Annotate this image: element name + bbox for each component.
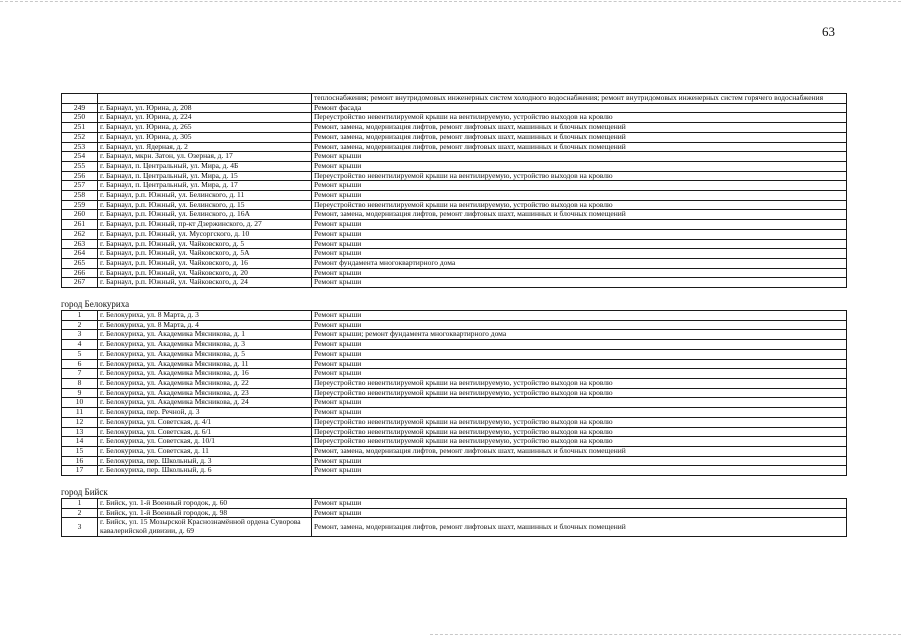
row-number: 251 <box>62 123 98 133</box>
row-address: г. Бийск, ул. 15 Мозырской Краснознамённой ордена Суворова кавалерийской дивизии, д. 69 <box>98 518 312 536</box>
table-row <box>62 249 847 259</box>
table-row <box>62 103 847 113</box>
table-row <box>62 181 847 191</box>
table-row <box>62 229 847 239</box>
row-address: г. Барнаул, р.п. Южный, ул. Белинского, д. 15 <box>98 200 312 210</box>
row-work: Переустройство невентилируемой крыши на вентилируемую, устройство выходов на кровлю <box>312 378 847 388</box>
table-row <box>62 408 847 418</box>
row-address: г. Барнаул, р.п. Южный, ул. Чайковского, д. 5А <box>98 249 312 259</box>
table-row <box>62 278 847 288</box>
row-address: г. Белокуриха, ул. Академика Мясникова, д. 23 <box>98 388 312 398</box>
table-row <box>62 388 847 398</box>
table-row <box>62 220 847 230</box>
row-number: 260 <box>62 210 98 220</box>
row-number: 256 <box>62 171 98 181</box>
row-work: Ремонт, замена, модернизация лифтов, ремонт лифтовых шахт, машинных и блочных помещений <box>312 446 847 456</box>
row-address: г. Барнаул, ул. Юрина, д. 265 <box>98 123 312 133</box>
row-number: 15 <box>62 446 98 456</box>
row-number: 14 <box>62 437 98 447</box>
row-address: г. Белокуриха, ул. Академика Мясникова, д. 22 <box>98 378 312 388</box>
row-work: Ремонт крыши <box>312 340 847 350</box>
row-address: г. Барнаул, мкрн. Затон, ул. Озерная, д. 17 <box>98 152 312 162</box>
row-address: г. Барнаул, ул. Юрина, д. 305 <box>98 132 312 142</box>
row-address: г. Барнаул, п. Центральный, ул. Мира, д. 17 <box>98 181 312 191</box>
row-number: 265 <box>62 258 98 268</box>
row-number: 254 <box>62 152 98 162</box>
section-table <box>61 498 847 537</box>
row-address: г. Белокуриха, ул. Академика Мясникова, д. 5 <box>98 349 312 359</box>
row-work: Ремонт, замена, модернизация лифтов, ремонт лифтовых шахт, машинных и блочных помещений <box>312 142 847 152</box>
row-work: Ремонт крыши <box>312 508 847 518</box>
table-row <box>62 113 847 123</box>
row-number: 259 <box>62 200 98 210</box>
row-address: г. Белокуриха, ул. Академика Мясникова, д. 16 <box>98 369 312 379</box>
row-address: г. Белокуриха, ул. Академика Мясникова, д. 3 <box>98 340 312 350</box>
table-row <box>62 200 847 210</box>
row-address: г. Барнаул, ул. Юрина, д. 224 <box>98 113 312 123</box>
row-work: Ремонт крыши <box>312 320 847 330</box>
row-number: 257 <box>62 181 98 191</box>
row-work: Ремонт, замена, модернизация лифтов, ремонт лифтовых шахт, машинных и блочных помещений <box>312 518 847 536</box>
table-row <box>62 437 847 447</box>
row-address: г. Белокуриха, ул. Советская, д. 4/1 <box>98 417 312 427</box>
table-row <box>62 191 847 201</box>
row-number: 16 <box>62 456 98 466</box>
row-number: 3 <box>62 330 98 340</box>
row-work: Ремонт крыши <box>312 239 847 249</box>
row-work: Ремонт, замена, модернизация лифтов, ремонт лифтовых шахт, машинных и блочных помещений <box>312 123 847 133</box>
row-number: 2 <box>62 320 98 330</box>
row-address: г. Бийск, ул. 1-й Военный городок, д. 98 <box>98 508 312 518</box>
row-number: 1 <box>62 499 98 509</box>
table-row <box>62 466 847 476</box>
table-row <box>62 446 847 456</box>
row-work: Переустройство невентилируемой крыши на вентилируемую, устройство выходов на кровлю <box>312 113 847 123</box>
table-row <box>62 369 847 379</box>
row-work: Ремонт фундамента многоквартирного дома <box>312 258 847 268</box>
row-number: 264 <box>62 249 98 259</box>
row-number: 1 <box>62 311 98 321</box>
table-row <box>62 268 847 278</box>
table-row <box>62 132 847 142</box>
section-table <box>61 93 847 288</box>
table-row <box>62 518 847 536</box>
row-address: г. Барнаул, р.п. Южный, пр-кт Дзержинского, д. 27 <box>98 220 312 230</box>
row-work: Ремонт крыши <box>312 181 847 191</box>
row-number: 250 <box>62 113 98 123</box>
row-address: г. Бийск, ул. 1-й Военный городок, д. 60 <box>98 499 312 509</box>
row-number: 10 <box>62 398 98 408</box>
row-number: 13 <box>62 427 98 437</box>
row-address: г. Барнаул, р.п. Южный, ул. Белинского, д. 16А <box>98 210 312 220</box>
section-heading: город Бийск <box>61 487 108 498</box>
row-number: 6 <box>62 359 98 369</box>
row-work: Ремонт крыши <box>312 152 847 162</box>
row-number: 5 <box>62 349 98 359</box>
row-number: 8 <box>62 378 98 388</box>
work-cell: теплоснабжения; ремонт внутридомовых инженерных систем холодного водоснабжения; ремонт внутридомовых инженерных систем горячего водоснабжения <box>312 94 847 104</box>
row-work: Ремонт крыши <box>312 311 847 321</box>
table-row <box>62 152 847 162</box>
repair-schedule-table <box>61 93 846 537</box>
row-work: Переустройство невентилируемой крыши на вентилируемую, устройство выходов на кровлю <box>312 417 847 427</box>
table-row <box>62 499 847 509</box>
row-work: Переустройство невентилируемой крыши на вентилируемую, устройство выходов на кровлю <box>312 171 847 181</box>
row-work: Ремонт крыши <box>312 161 847 171</box>
table-row <box>62 320 847 330</box>
row-number: 252 <box>62 132 98 142</box>
row-address: г. Белокуриха, ул. Академика Мясникова, д. 1 <box>98 330 312 340</box>
row-number: 12 <box>62 417 98 427</box>
row-work: Ремонт крыши <box>312 220 847 230</box>
row-work: Ремонт фасада <box>312 103 847 113</box>
row-work: Ремонт, замена, модернизация лифтов, ремонт лифтовых шахт, машинных и блочных помещений <box>312 210 847 220</box>
row-work: Ремонт крыши <box>312 191 847 201</box>
row-address: г. Барнаул, п. Центральный, ул. Мира, д. 4Б <box>98 161 312 171</box>
row-address: г. Белокуриха, пер. Речной, д. 3 <box>98 408 312 418</box>
row-number: 17 <box>62 466 98 476</box>
row-work: Ремонт крыши <box>312 499 847 509</box>
row-number: 261 <box>62 220 98 230</box>
row-work: Ремонт крыши <box>312 278 847 288</box>
row-work: Переустройство невентилируемой крыши на вентилируемую, устройство выходов на кровлю <box>312 388 847 398</box>
table-row <box>62 330 847 340</box>
row-work: Ремонт крыши; ремонт фундамента многоквартирного дома <box>312 330 847 340</box>
table-row <box>62 417 847 427</box>
row-work: Ремонт крыши <box>312 249 847 259</box>
row-number: 249 <box>62 103 98 113</box>
row-address: г. Барнаул, п. Центральный, ул. Мира, д. 15 <box>98 171 312 181</box>
row-number: 253 <box>62 142 98 152</box>
row-number: 7 <box>62 369 98 379</box>
row-work: Ремонт крыши <box>312 398 847 408</box>
table-row <box>62 123 847 133</box>
row-work: Ремонт крыши <box>312 359 847 369</box>
row-address: г. Белокуриха, пер. Школьный, д. 6 <box>98 466 312 476</box>
row-address: г. Барнаул, ул. Ядерная, д. 2 <box>98 142 312 152</box>
row-work: Ремонт крыши <box>312 349 847 359</box>
table-row <box>62 359 847 369</box>
row-address: г. Барнаул, р.п. Южный, ул. Мусоргского, д. 10 <box>98 229 312 239</box>
row-work: Ремонт крыши <box>312 369 847 379</box>
row-address: г. Барнаул, р.п. Южный, ул. Чайковского, д. 20 <box>98 268 312 278</box>
section-heading: город Белокуриха <box>61 299 130 310</box>
row-number: 258 <box>62 191 98 201</box>
row-address: г. Барнаул, ул. Юрина, д. 208 <box>98 103 312 113</box>
table-row <box>62 349 847 359</box>
row-number: 262 <box>62 229 98 239</box>
row-address: г. Белокуриха, ул. Советская, д. 10/1 <box>98 437 312 447</box>
row-work: Ремонт крыши <box>312 466 847 476</box>
row-address: г. Белокуриха, ул. Советская, д. 6/1 <box>98 427 312 437</box>
scan-bottom-border <box>430 634 901 635</box>
table-row <box>62 340 847 350</box>
continuation-row <box>62 94 847 104</box>
row-work: Ремонт, замена, модернизация лифтов, ремонт лифтовых шахт, машинных и блочных помещений <box>312 132 847 142</box>
row-address: г. Белокуриха, пер. Школьный, д. 3 <box>98 456 312 466</box>
table-row <box>62 258 847 268</box>
row-address: г. Белокуриха, ул. 8 Марта, д. 4 <box>98 320 312 330</box>
row-address: г. Барнаул, р.п. Южный, ул. Чайковского, д. 24 <box>98 278 312 288</box>
row-address: г. Белокуриха, ул. Академика Мясникова, д. 11 <box>98 359 312 369</box>
row-work: Ремонт крыши <box>312 408 847 418</box>
row-number: 263 <box>62 239 98 249</box>
table-row <box>62 427 847 437</box>
row-work: Ремонт крыши <box>312 456 847 466</box>
row-work: Переустройство невентилируемой крыши на вентилируемую, устройство выходов на кровлю <box>312 437 847 447</box>
page-number: 63 <box>822 24 835 39</box>
table-row <box>62 142 847 152</box>
row-work: Ремонт крыши <box>312 229 847 239</box>
row-address: г. Барнаул, р.п. Южный, ул. Чайковского, д. 5 <box>98 239 312 249</box>
row-number: 3 <box>62 518 98 536</box>
table-row <box>62 161 847 171</box>
row-address: г. Белокуриха, ул. Академика Мясникова, д. 24 <box>98 398 312 408</box>
table-row <box>62 456 847 466</box>
row-address: г. Барнаул, р.п. Южный, ул. Чайковского, д. 16 <box>98 258 312 268</box>
row-number: 2 <box>62 508 98 518</box>
scan-top-border <box>0 1 901 2</box>
row-address: г. Белокуриха, ул. Советская, д. 11 <box>98 446 312 456</box>
row-number: 267 <box>62 278 98 288</box>
row-work: Переустройство невентилируемой крыши на вентилируемую, устройство выходов на кровлю <box>312 200 847 210</box>
table-row <box>62 311 847 321</box>
table-row <box>62 398 847 408</box>
row-address: г. Белокуриха, ул. 8 Марта, д. 3 <box>98 311 312 321</box>
table-row <box>62 239 847 249</box>
row-number: 266 <box>62 268 98 278</box>
row-address: г. Барнаул, р.п. Южный, ул. Белинского, д. 11 <box>98 191 312 201</box>
row-number: 11 <box>62 408 98 418</box>
table-row <box>62 378 847 388</box>
row-work: Переустройство невентилируемой крыши на вентилируемую, устройство выходов на кровлю <box>312 427 847 437</box>
table-row <box>62 171 847 181</box>
number-cell <box>62 94 98 104</box>
row-work: Ремонт крыши <box>312 268 847 278</box>
row-number: 255 <box>62 161 98 171</box>
table-row <box>62 210 847 220</box>
address-cell <box>98 94 312 104</box>
section-table <box>61 310 847 476</box>
table-row <box>62 508 847 518</box>
row-number: 9 <box>62 388 98 398</box>
row-number: 4 <box>62 340 98 350</box>
